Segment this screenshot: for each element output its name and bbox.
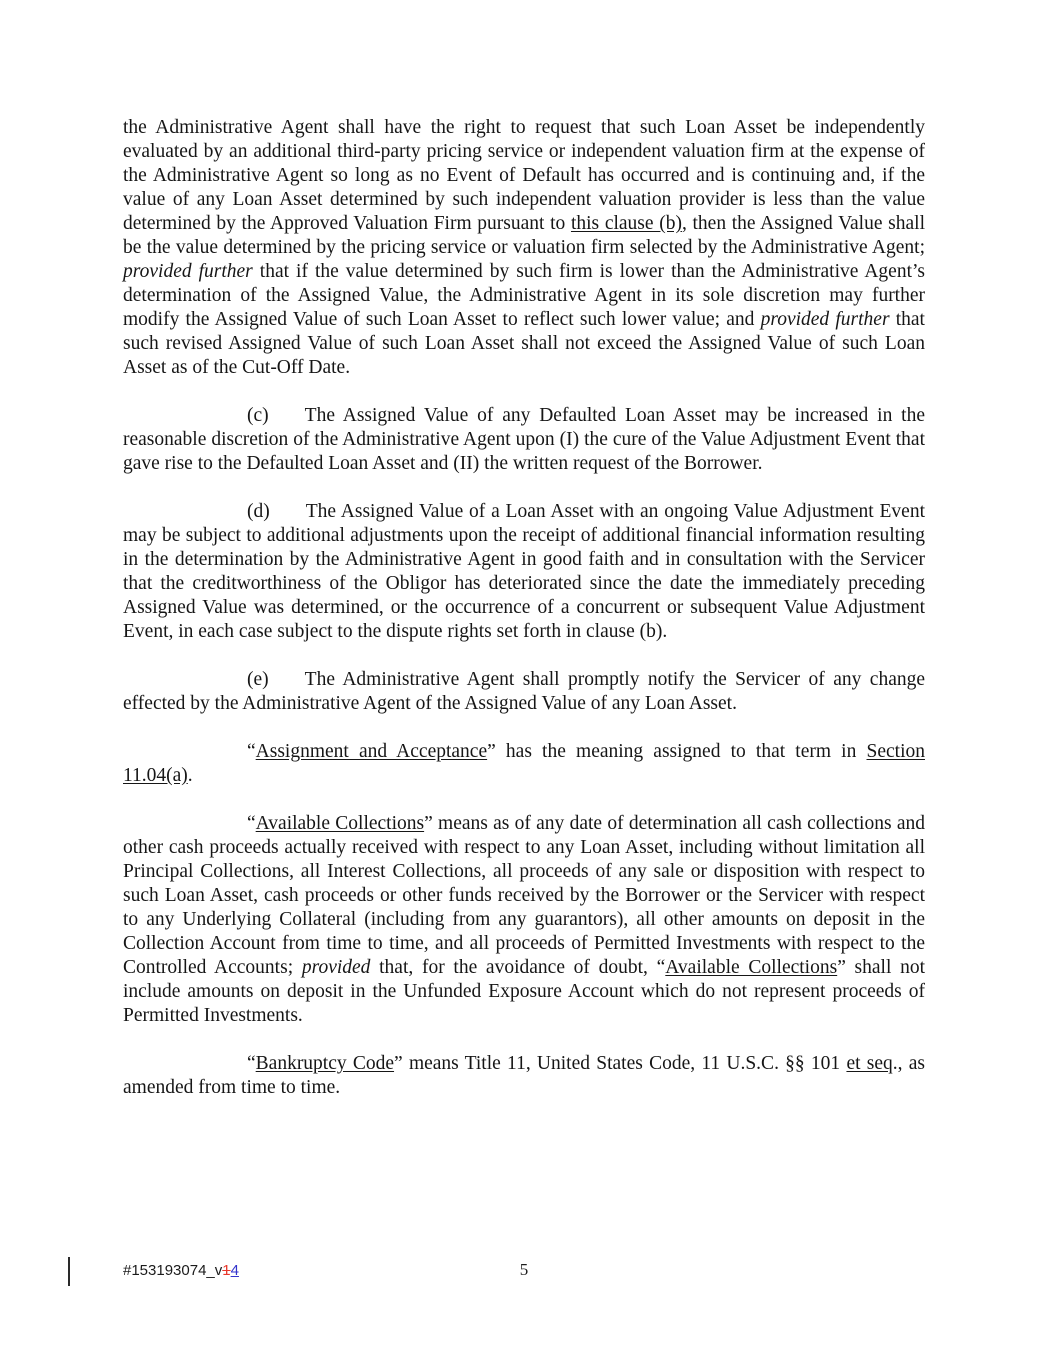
- text-run: that such revised Assigned Value of such Loan Asset shall not exceed the Assigned Value of such Loan Asset as of the Cut-Off Date.: [123, 309, 925, 378]
- text-run: “: [247, 1053, 256, 1074]
- text-run: provided further: [123, 261, 253, 282]
- text-run: ” means Title 11, United States Code, 11 U.S.C. §§ 101: [394, 1053, 847, 1074]
- text-run: (e): [247, 669, 269, 690]
- text-run: Available Collections: [255, 813, 425, 834]
- text-run: (c): [247, 405, 269, 426]
- text-run: ” has the meaning assigned to that term in: [487, 741, 867, 762]
- document-id-inserted-version: 4: [230, 1262, 239, 1279]
- page-number: 5: [519, 1260, 529, 1279]
- text-run: The Assigned Value of any Defaulted Loan Asset may be increased in the reasonable discretion of the Administrative Agent upon (I) the cure of the Value Adjustment Event that gave rise to the Defaulted Loan Asset and (II) the written request of the Borrower.: [123, 405, 925, 474]
- text-run: ., as amended from time to time.: [123, 1053, 925, 1098]
- text-run: ” means as of any date of determination all cash collections and other cash proceeds actually received with respect to any Loan Asset, including without limitation all Principal Collections, all Interest Collections, all proceeds of any sale or disposition with respect to such Loan Asset, cash proceeds or other funds received by the Borrower or the Servicer with respect to any Underlying Collateral (including from any guarantors), all other amounts on deposit in the Collection Account from time to time, and all proceeds of Permitted Investments with respect to the Controlled Accounts;: [123, 813, 925, 978]
- text-run: “: [247, 741, 256, 762]
- document-id-prefix: #153193074_v: [123, 1262, 223, 1279]
- text-run: Bankruptcy Code: [255, 1053, 395, 1074]
- text-run: et seq: [846, 1053, 893, 1074]
- text-run: ” shall not include amounts on deposit in the Unfunded Exposure Account which do not represent proceeds of Permitted Investments.: [123, 957, 926, 1026]
- paragraph-definition-available-collections: [123, 812, 925, 1028]
- text-run: that, for the avoidance of doubt, “: [370, 957, 666, 978]
- text-run: “: [247, 813, 256, 834]
- paragraph-definition-bankruptcy-code: [123, 1052, 925, 1100]
- text-run: this clause (b): [570, 213, 682, 234]
- text-run: Assignment and Acceptance: [255, 741, 488, 762]
- paragraph-clause-d: [123, 500, 925, 644]
- paragraph-definition-assignment-and-acceptance: [123, 740, 925, 788]
- text-run: provided further: [760, 309, 890, 330]
- paragraph-clause-b-continuation: [123, 116, 925, 380]
- document-id: [123, 1262, 239, 1279]
- document-id-deleted-version: 1: [222, 1262, 231, 1279]
- text-run: , then the Assigned Value shall be the value determined by the pricing service or valuation firm selected by the Administrative Agent;: [123, 213, 925, 258]
- text-run: The Administrative Agent shall promptly notify the Servicer of any change effected by the Administrative Agent of the Assigned Value of any Loan Asset.: [123, 669, 925, 714]
- document-body: [123, 116, 925, 1124]
- paragraph-clause-c: [123, 404, 925, 476]
- text-run: (d): [247, 501, 270, 522]
- text-run: the Administrative Agent shall have the right to request that such Loan Asset be independently evaluated by an additional third-party pricing service or independent valuation firm at the expense of the Administrative Agent so long as no Event of Default has occurred and is continuing and, if the value of any Loan Asset determined by such independent valuation provider is less than the value determined by the Approved Valuation Firm pursuant to: [123, 117, 925, 234]
- text-run: provided: [301, 957, 371, 978]
- paragraph-clause-e: [123, 668, 925, 716]
- revision-change-bar: [68, 1257, 70, 1286]
- text-run: Available Collections: [665, 957, 838, 978]
- text-run: .: [187, 765, 193, 786]
- text-run: The Assigned Value of a Loan Asset with an ongoing Value Adjustment Event may be subject to additional adjustments upon the receipt of additional financial information resulting in the determination by the Administrative Agent in good faith and in consultation with the Servicer that the creditworthiness of the Obligor has deteriorated since the date the immediately preceding Assigned Value was determined, or the occurrence of a concurrent or subsequent Value Adjustment Event, in each case subject to the dispute rights set forth in clause (b).: [123, 501, 925, 642]
- text-run: that if the value determined by such firm is lower than the Administrative Agent’s determination of the Assigned Value, the Administrative Agent in its sole discretion may further modify the Assigned Value of such Loan Asset to reflect such lower value; and: [123, 261, 925, 330]
- text-run: Section 11.04(a): [123, 741, 925, 786]
